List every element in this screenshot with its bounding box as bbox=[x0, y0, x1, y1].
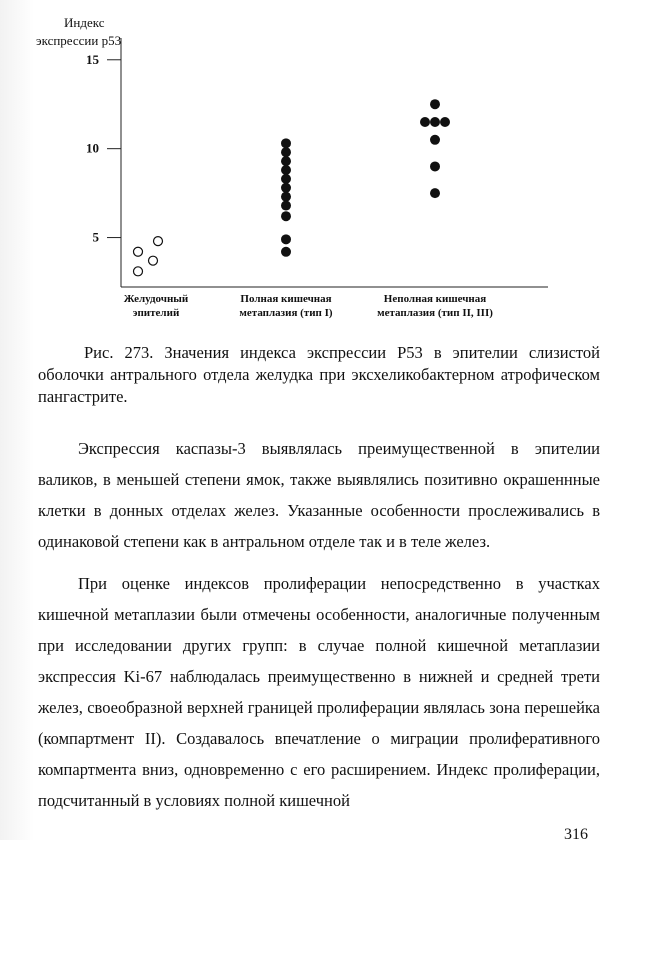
data-point-filled bbox=[281, 234, 291, 244]
p53-dot-plot bbox=[0, 0, 646, 330]
data-point-open bbox=[154, 237, 163, 246]
x-category-label-line1: Полная кишечная bbox=[240, 293, 332, 305]
data-point-filled bbox=[281, 183, 291, 193]
body-text bbox=[38, 433, 600, 827]
data-point-filled bbox=[440, 117, 450, 127]
figure-caption-lead: Рис. 273. Значения индекса экспрессии P53 в эпителии слизистой bbox=[84, 343, 600, 362]
data-point-filled bbox=[281, 174, 291, 184]
data-point-open bbox=[149, 256, 158, 265]
data-point-open bbox=[134, 247, 143, 256]
data-point-filled bbox=[281, 192, 291, 202]
paragraph-proliferation: При оценке индексов пролиферации непосредственно в участках кишечной метаплазии были отмечены особенности, аналогичные полученным при исследовании других групп: в случае полной кишечной метаплазии экспрессия Ki-67 наблюдалась преимущественно в нижней и средней трети желез, своеобразной верхней границей пролиферации являлась зона перешейка (компартмент II). Создавалось впечатление о миграции пролиферативного компартмента вниз, одновременно с его расширением. Индекс пролиферации, подсчитанный в условиях полной кишечной bbox=[38, 574, 600, 810]
y-tick-label: 5 bbox=[92, 229, 99, 245]
data-point-filled bbox=[430, 188, 440, 198]
figure-caption-rest: оболочки антрального отдела желудка при эксхеликобактерном атрофическом пангастрите. bbox=[38, 365, 600, 406]
x-category-label-line1: Неполная кишечная bbox=[383, 293, 487, 305]
y-axis-label-line2: экспрессии p53 bbox=[36, 33, 122, 48]
data-point-filled bbox=[281, 211, 291, 221]
data-point-filled bbox=[281, 201, 291, 211]
data-point-filled bbox=[430, 99, 440, 109]
page-number: 316 bbox=[564, 826, 588, 843]
x-category-label-line2: эпителий bbox=[132, 307, 180, 319]
x-category-label-line1: Желудочный bbox=[123, 293, 189, 305]
data-point-filled bbox=[430, 161, 440, 171]
data-point-filled bbox=[430, 135, 440, 145]
data-point-filled bbox=[281, 156, 291, 166]
x-category-label-line2: метаплазия (тип II, III) bbox=[377, 307, 493, 319]
data-point-filled bbox=[281, 147, 291, 157]
x-category-label-line2: метаплазия (тип I) bbox=[239, 307, 333, 319]
figure-caption bbox=[38, 342, 600, 408]
data-point-filled bbox=[281, 138, 291, 148]
data-point-filled bbox=[420, 117, 430, 127]
data-point-filled bbox=[430, 117, 440, 127]
paragraph-caspase: Экспрессия каспазы-3 выявлялась преимущественной в эпителии валиков, в меньшей степени ямок, также выявлялись позитивно окрашеннные клетки в донных отделах желез. Указанные особенности прослеживались в одинаковой степени как в антральном отделе так и в теле желез. bbox=[38, 439, 600, 551]
data-point-filled bbox=[281, 247, 291, 257]
y-axis-label-line1: Индекс bbox=[64, 15, 105, 30]
data-point-filled bbox=[281, 165, 291, 175]
y-tick-label: 15 bbox=[86, 51, 99, 67]
data-point-open bbox=[134, 267, 143, 276]
y-tick-label: 10 bbox=[86, 140, 99, 156]
